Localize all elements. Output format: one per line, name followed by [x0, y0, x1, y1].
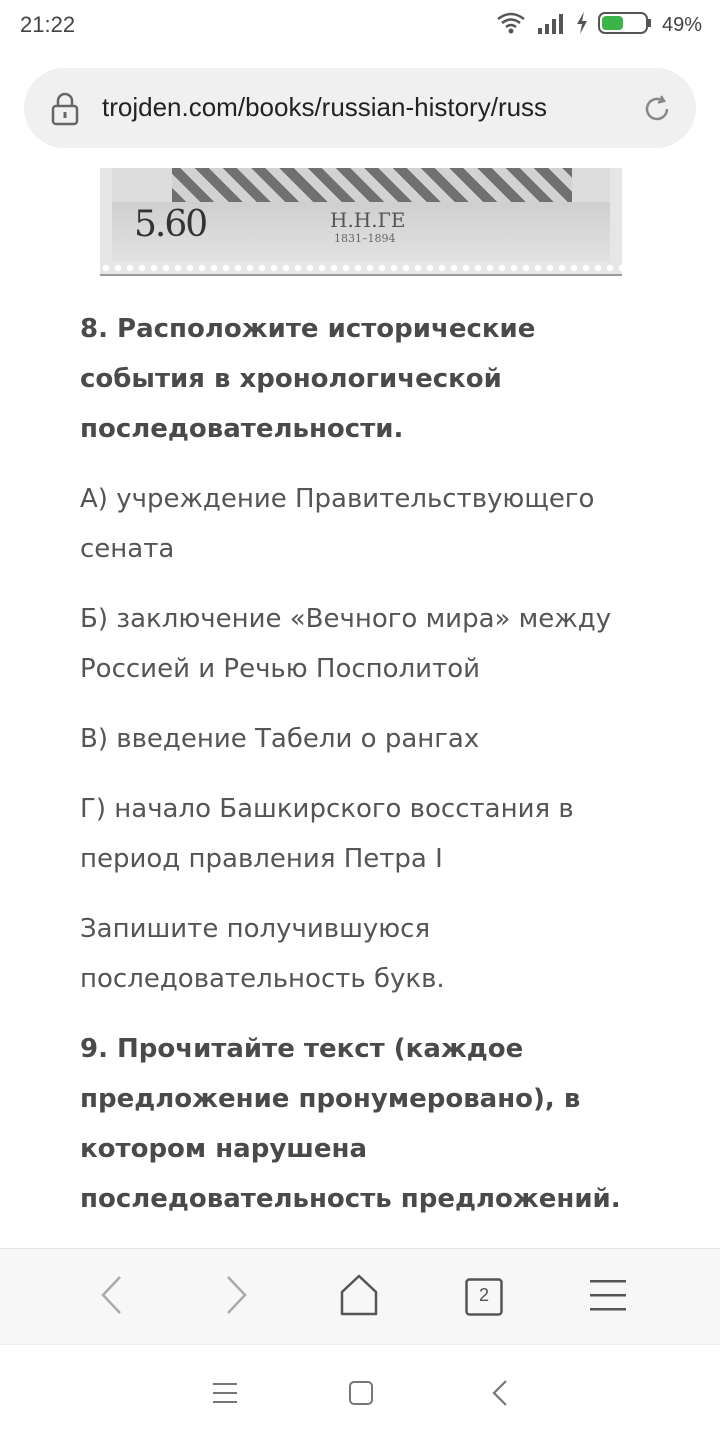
- forward-icon: [222, 1275, 250, 1319]
- home-nav-button[interactable]: [339, 1373, 383, 1417]
- status-time: 21:22: [20, 12, 76, 37]
- wifi-icon: [496, 11, 526, 39]
- stamp-years: 1831–1894: [334, 232, 396, 245]
- question-8-option-a: А) учреждение Правительствующего сената: [80, 484, 595, 564]
- stamp-image: [100, 168, 622, 276]
- back-nav-button[interactable]: [478, 1373, 522, 1417]
- question-8-title: 8. Расположите исторические события в хронологической последовательности.: [80, 314, 536, 444]
- charging-icon: [576, 12, 588, 38]
- forward-button[interactable]: [208, 1269, 264, 1325]
- tab-count: 2: [478, 1285, 489, 1305]
- tabs-icon: [465, 1278, 503, 1316]
- stamp-price: 5.60: [134, 204, 207, 245]
- stamp-perforation: [100, 262, 622, 274]
- stamp-picture: [112, 168, 610, 262]
- menu-button[interactable]: [580, 1269, 636, 1325]
- recent-apps-icon: [212, 1382, 238, 1408]
- question-8-option-b: Б) заключение «Вечного мира» между Россией и Речью Посполитой: [80, 604, 612, 684]
- stamp-chessboard: [172, 168, 572, 202]
- back-icon: [98, 1275, 126, 1319]
- recent-apps-button[interactable]: [203, 1373, 247, 1417]
- status-bar: [0, 0, 720, 52]
- browser-toolbar: [0, 1248, 720, 1345]
- home-nav-icon: [348, 1380, 374, 1410]
- reload-icon[interactable]: [642, 94, 672, 124]
- menu-icon: [589, 1278, 627, 1316]
- battery-percent: 49%: [661, 13, 702, 36]
- lock-icon[interactable]: [50, 92, 80, 126]
- back-nav-icon: [490, 1379, 510, 1411]
- question-8-option-d: Г) начало Башкирского восстания в период правления Петра I: [80, 794, 574, 874]
- article-content: [80, 304, 650, 1314]
- question-8-instruction: Запишите получившуюся последовательность букв.: [80, 914, 445, 994]
- system-nav-bar: [0, 1344, 720, 1441]
- home-button[interactable]: [331, 1269, 387, 1325]
- signal-icon: [536, 12, 566, 38]
- url-field[interactable]: trojden.com/books/russian-history/russ: [102, 92, 548, 122]
- question-8-option-c: В) введение Табели о рангах: [80, 724, 480, 754]
- stamp-name: Н.Н.ГЕ: [330, 208, 406, 232]
- status-icons: [496, 10, 702, 40]
- address-bar[interactable]: [24, 68, 696, 148]
- home-icon: [339, 1274, 379, 1320]
- back-button[interactable]: [84, 1269, 140, 1325]
- battery-icon: [598, 11, 652, 39]
- tabs-button[interactable]: [456, 1269, 512, 1325]
- question-9-title: 9. Прочитайте текст (каждое предложение пронумеровано), в котором нарушена последовательность предложений.: [80, 1034, 621, 1214]
